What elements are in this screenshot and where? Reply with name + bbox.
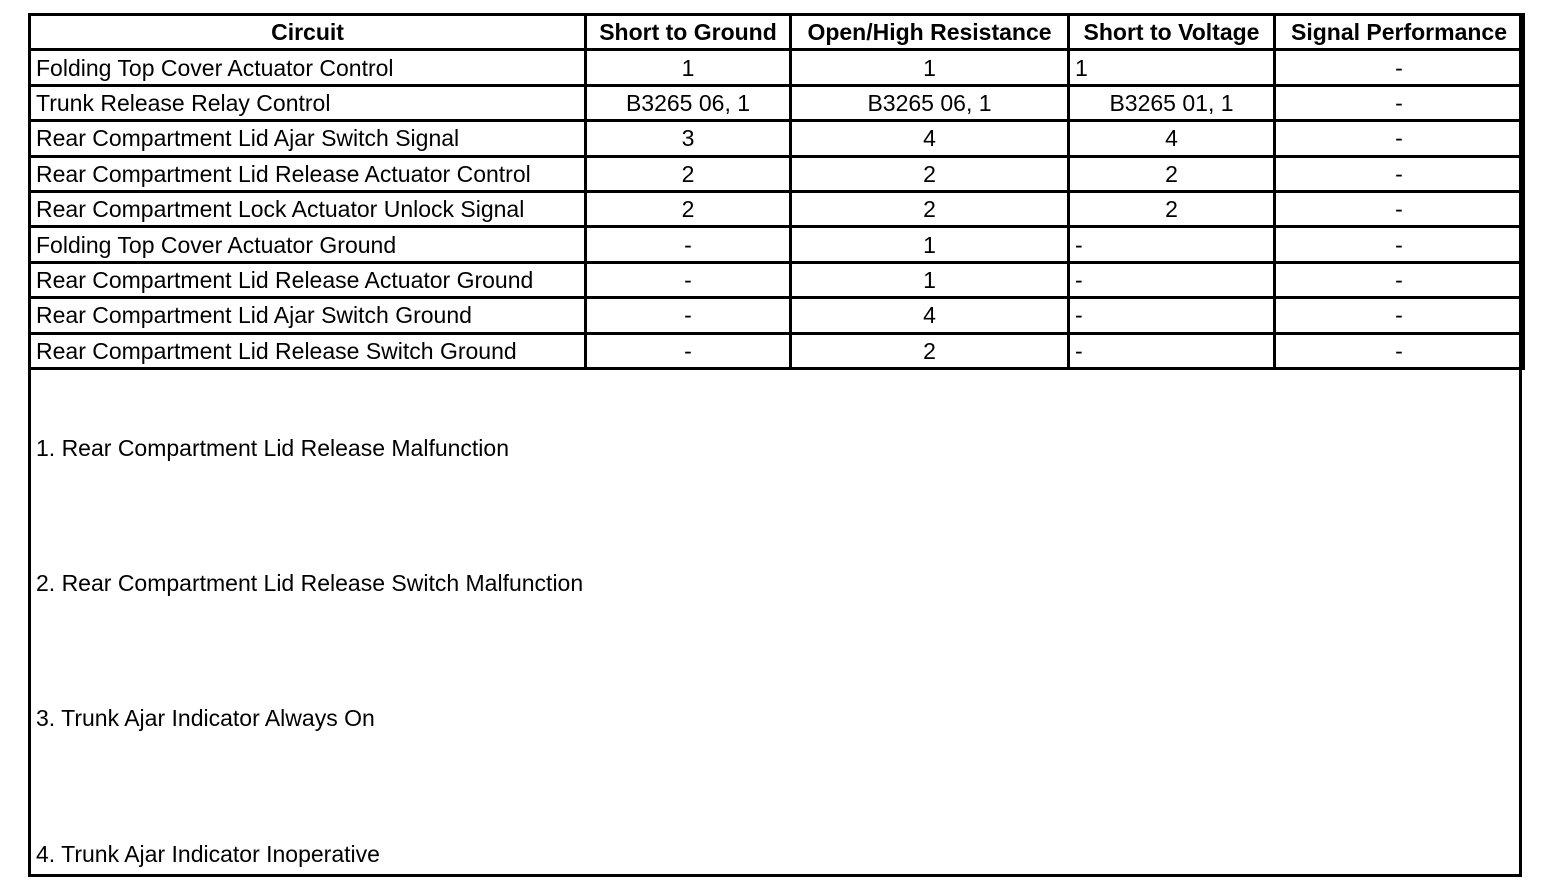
short-to-voltage-cell: 4 bbox=[1069, 121, 1275, 156]
signal-performance-cell: - bbox=[1275, 156, 1524, 191]
circuit-diagnostic-table bbox=[28, 13, 1525, 370]
circuit-name: Rear Compartment Lid Release Switch Ground bbox=[30, 333, 586, 368]
short-to-voltage-cell: - bbox=[1069, 227, 1275, 262]
table-row bbox=[30, 262, 1524, 297]
footnote-2: 2. Rear Compartment Lid Release Switch Malfunction bbox=[36, 570, 584, 596]
header-signal-performance: Signal Performance bbox=[1275, 15, 1524, 50]
circuit-name: Folding Top Cover Actuator Control bbox=[30, 50, 586, 85]
circuit-name: Rear Compartment Lid Release Actuator Ground bbox=[30, 262, 586, 297]
open-high-resistance-cell: B3265 06, 1 bbox=[791, 85, 1069, 120]
open-high-resistance-cell: 1 bbox=[791, 227, 1069, 262]
header-short-to-ground: Short to Ground bbox=[586, 15, 791, 50]
header-row bbox=[30, 15, 1524, 50]
table-row bbox=[30, 191, 1524, 226]
table-row bbox=[30, 298, 1524, 333]
footnote-4: 4. Trunk Ajar Indicator Inoperative bbox=[36, 841, 380, 867]
open-high-resistance-cell: 2 bbox=[791, 333, 1069, 368]
short-to-ground-cell: - bbox=[586, 298, 791, 333]
short-to-ground-cell: - bbox=[586, 262, 791, 297]
circuit-name: Rear Compartment Lid Ajar Switch Ground bbox=[30, 298, 586, 333]
circuit-name: Folding Top Cover Actuator Ground bbox=[30, 227, 586, 262]
table-row bbox=[30, 156, 1524, 191]
short-to-voltage-cell: - bbox=[1069, 262, 1275, 297]
circuit-name: Rear Compartment Lid Release Actuator Control bbox=[30, 156, 586, 191]
short-to-voltage-cell: 2 bbox=[1069, 156, 1275, 191]
short-to-ground-cell: - bbox=[586, 333, 791, 368]
header-circuit: Circuit bbox=[30, 15, 586, 50]
short-to-ground-cell: 2 bbox=[586, 191, 791, 226]
short-to-voltage-cell: - bbox=[1069, 298, 1275, 333]
circuit-name: Rear Compartment Lid Ajar Switch Signal bbox=[30, 121, 586, 156]
table-row bbox=[30, 227, 1524, 262]
signal-performance-cell: - bbox=[1275, 50, 1524, 85]
footnote-1: 1. Rear Compartment Lid Release Malfunction bbox=[36, 435, 510, 461]
short-to-voltage-cell: B3265 01, 1 bbox=[1069, 85, 1275, 120]
short-to-voltage-cell: 1 bbox=[1069, 50, 1275, 85]
short-to-ground-cell: B3265 06, 1 bbox=[586, 85, 791, 120]
signal-performance-cell: - bbox=[1275, 191, 1524, 226]
signal-performance-cell: - bbox=[1275, 85, 1524, 120]
signal-performance-cell: - bbox=[1275, 262, 1524, 297]
short-to-ground-cell: - bbox=[586, 227, 791, 262]
open-high-resistance-cell: 1 bbox=[791, 262, 1069, 297]
short-to-ground-cell: 2 bbox=[586, 156, 791, 191]
open-high-resistance-cell: 4 bbox=[791, 298, 1069, 333]
short-to-ground-cell: 1 bbox=[586, 50, 791, 85]
table-row bbox=[30, 121, 1524, 156]
circuit-name: Rear Compartment Lock Actuator Unlock Signal bbox=[30, 191, 586, 226]
header-open-high-resistance: Open/High Resistance bbox=[791, 15, 1069, 50]
signal-performance-cell: - bbox=[1275, 121, 1524, 156]
signal-performance-cell: - bbox=[1275, 298, 1524, 333]
table-row bbox=[30, 333, 1524, 368]
open-high-resistance-cell: 1 bbox=[791, 50, 1069, 85]
open-high-resistance-cell: 2 bbox=[791, 156, 1069, 191]
table-row bbox=[30, 50, 1524, 85]
short-to-ground-cell: 3 bbox=[586, 121, 791, 156]
table-row bbox=[30, 85, 1524, 120]
short-to-voltage-cell: 2 bbox=[1069, 191, 1275, 226]
header-short-to-voltage: Short to Voltage bbox=[1069, 15, 1275, 50]
signal-performance-cell: - bbox=[1275, 333, 1524, 368]
short-to-voltage-cell: - bbox=[1069, 333, 1275, 368]
footnotes bbox=[28, 427, 1522, 877]
circuit-name: Trunk Release Relay Control bbox=[30, 85, 586, 120]
signal-performance-cell: - bbox=[1275, 227, 1524, 262]
open-high-resistance-cell: 2 bbox=[791, 191, 1069, 226]
open-high-resistance-cell: 4 bbox=[791, 121, 1069, 156]
footnote-3: 3. Trunk Ajar Indicator Always On bbox=[36, 705, 375, 731]
